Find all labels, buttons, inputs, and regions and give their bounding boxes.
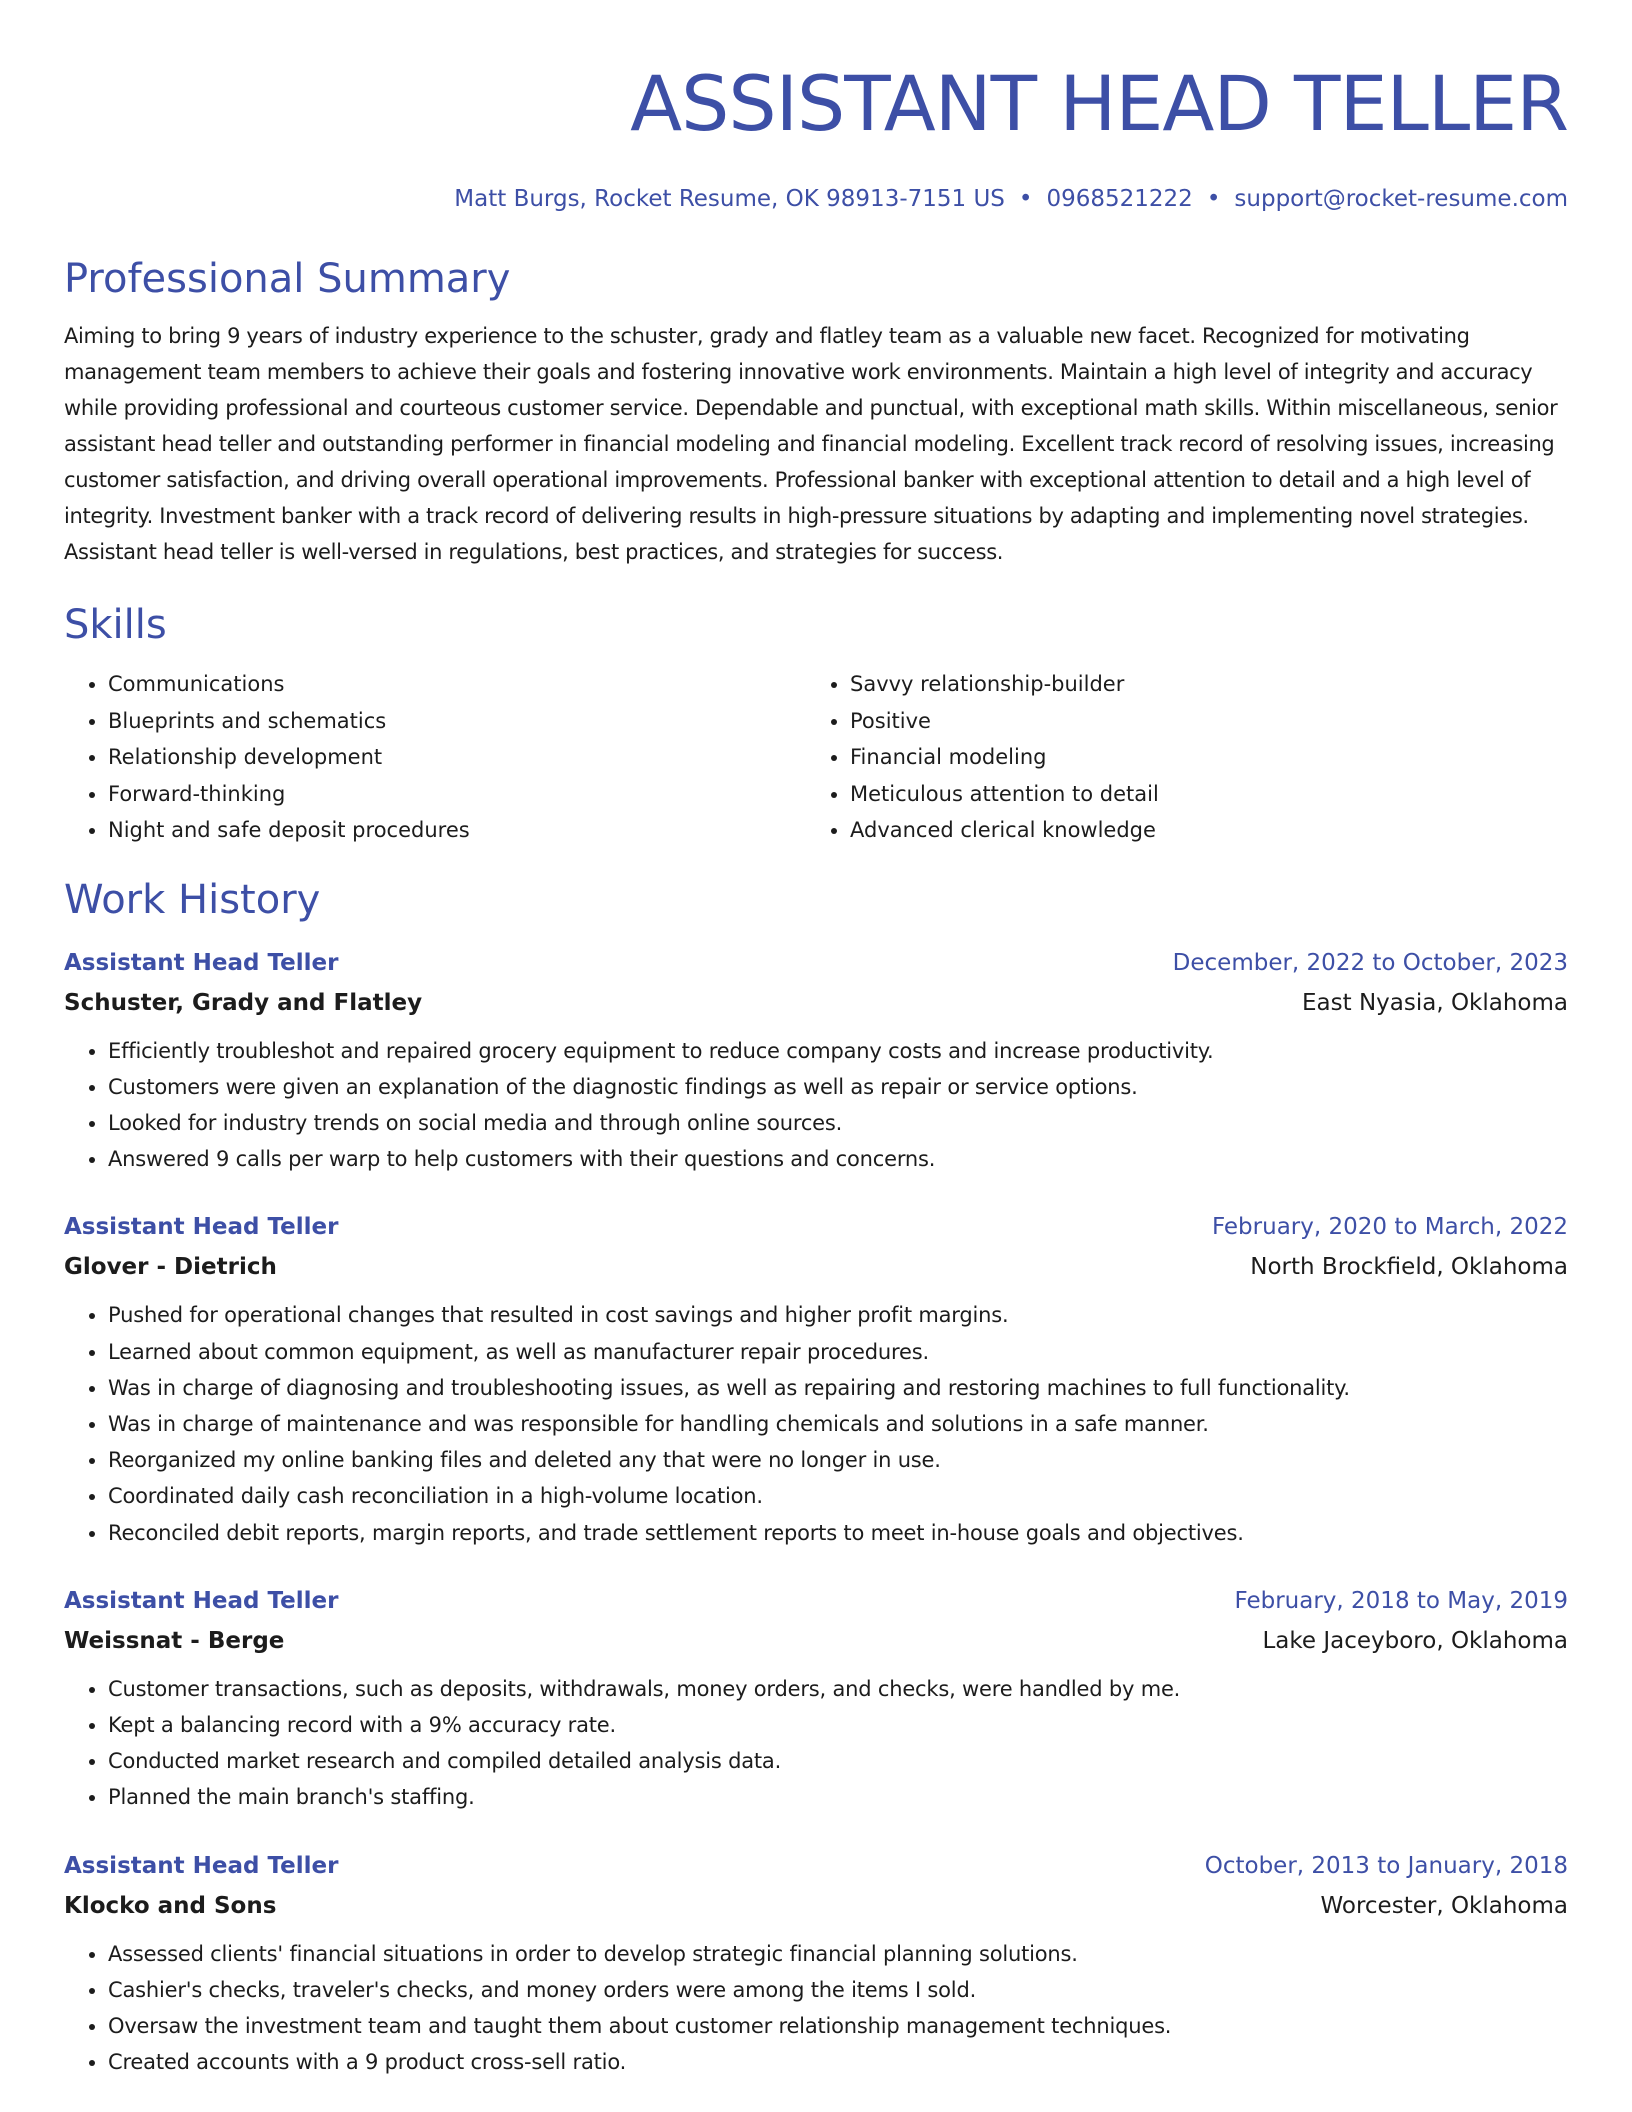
skill-item: • Forward-thinking	[108, 776, 806, 813]
skill-item: • Blueprints and schematics	[108, 703, 806, 740]
job-location: North Brockfield, Oklahoma	[1250, 1254, 1568, 1281]
job-bullets	[64, 1297, 1568, 1550]
skill-item: • Savvy relationship-builder	[850, 666, 1548, 703]
job-company: Klocko and Sons	[64, 1892, 277, 1919]
job-bullet: • Oversaw the investment team and taught them about customer relationship management techniques.	[108, 2008, 1568, 2044]
job-bullets	[64, 1671, 1568, 1816]
job-company: Weissnat - Berge	[64, 1627, 285, 1654]
job-header-row	[64, 1581, 1568, 1621]
contact-address: Matt Burgs, Rocket Resume, OK 98913-7151 US	[454, 186, 1005, 212]
job-bullet: • Assessed clients' financial situations in order to develop strategic financial planning solutions.	[108, 1936, 1568, 1972]
job-entry	[64, 1846, 1568, 2081]
job-bullet: • Customers were given an explanation of the diagnostic findings as well as repair or service options.	[108, 1069, 1568, 1105]
skill-item: • Financial modeling	[850, 739, 1548, 776]
skill-item: • Communications	[108, 666, 806, 703]
skill-item: • Positive	[850, 703, 1548, 740]
summary-heading: Professional Summary	[64, 256, 511, 302]
job-entry	[64, 943, 1568, 1178]
resume-title: ASSISTANT HEAD TELLER	[630, 59, 1568, 148]
resume-page	[64, 0, 1568, 2080]
job-dates: December, 2022 to October, 2023	[1172, 949, 1568, 976]
job-header-row	[64, 1207, 1568, 1247]
job-header-row	[64, 1846, 1568, 1886]
contact-line	[64, 184, 1568, 214]
job-company-row	[64, 983, 1568, 1023]
job-header-row	[64, 943, 1568, 983]
job-bullet: • Coordinated daily cash reconciliation in a high-volume location.	[108, 1478, 1568, 1514]
job-role: Assistant Head Teller	[64, 949, 339, 976]
job-bullets	[64, 1033, 1568, 1178]
contact-phone[interactable]: 0968521222	[1046, 186, 1193, 212]
job-location: Lake Jaceyboro, Oklahoma	[1262, 1627, 1568, 1654]
job-company: Glover - Dietrich	[64, 1254, 277, 1281]
job-bullet: • Looked for industry trends on social media and through online sources.	[108, 1105, 1568, 1141]
job-role: Assistant Head Teller	[64, 1852, 339, 1879]
job-role: Assistant Head Teller	[64, 1214, 339, 1241]
job-bullet: • Reorganized my online banking files and deleted any that were no longer in use.	[108, 1442, 1568, 1478]
job-bullet: • Pushed for operational changes that resulted in cost savings and higher profit margins.	[108, 1297, 1568, 1333]
skills-columns	[64, 666, 1568, 849]
skill-item: • Night and safe deposit procedures	[108, 812, 806, 849]
job-company: Schuster, Grady and Flatley	[64, 989, 423, 1016]
job-bullets	[64, 1936, 1568, 2081]
contact-email[interactable]: support@rocket-resume.com	[1234, 186, 1568, 212]
skills-heading: Skills	[64, 602, 167, 648]
skill-item: • Relationship development	[108, 739, 806, 776]
job-role: Assistant Head Teller	[64, 1587, 339, 1614]
job-dates: February, 2018 to May, 2019	[1234, 1587, 1568, 1614]
job-bullet: • Customer transactions, such as deposits, withdrawals, money orders, and checks, were handled by me.	[108, 1671, 1568, 1707]
job-bullet: • Kept a balancing record with a 9% accuracy rate.	[108, 1707, 1568, 1743]
separator-dot: •	[1206, 186, 1221, 212]
job-bullet: • Conducted market research and compiled detailed analysis data.	[108, 1743, 1568, 1779]
separator-dot: •	[1018, 186, 1033, 212]
skills-list-right	[806, 666, 1548, 849]
job-bullet: • Was in charge of diagnosing and troubleshooting issues, as well as repairing and restoring machines to full functionality.	[108, 1370, 1568, 1406]
job-bullet: • Answered 9 calls per warp to help customers with their questions and concerns.	[108, 1141, 1568, 1177]
skill-item: • Advanced clerical knowledge	[850, 812, 1548, 849]
job-dates: February, 2020 to March, 2022	[1211, 1214, 1568, 1241]
job-company-row	[64, 1886, 1568, 1926]
job-bullet: • Efficiently troubleshot and repaired grocery equipment to reduce company costs and increase productivity.	[108, 1033, 1568, 1069]
job-company-row	[64, 1621, 1568, 1661]
job-location: Worcester, Oklahoma	[1320, 1892, 1568, 1919]
job-bullet: • Was in charge of maintenance and was responsible for handling chemicals and solutions in a safe manner.	[108, 1406, 1568, 1442]
job-bullet: • Learned about common equipment, as well as manufacturer repair procedures.	[108, 1334, 1568, 1370]
job-bullet: • Cashier's checks, traveler's checks, and money orders were among the items I sold.	[108, 1972, 1568, 2008]
job-bullet: • Planned the main branch's staffing.	[108, 1779, 1568, 1815]
job-entry	[64, 1207, 1568, 1550]
job-bullet: • Reconciled debit reports, margin reports, and trade settlement reports to meet in-house goals and objectives.	[108, 1515, 1568, 1551]
work-history-heading: Work History	[64, 876, 321, 923]
job-dates: October, 2013 to January, 2018	[1204, 1852, 1568, 1879]
job-entry	[64, 1581, 1568, 1816]
summary-text: Aiming to bring 9 years of industry experience to the schuster, grady and flatley team as a valuable new facet. Recognized for motivating management team members to achieve their goals and fostering innovative work environments. Maintain a high level of integrity and accuracy while providing professional and courteous customer service. Dependable and punctual, with exceptional math skills. Within miscellaneous, senior assistant head teller and outstanding performer in financial modeling and financial modeling. Excellent track record of resolving issues, increasing customer satisfaction, and driving overall operational improvements. Professional banker with exceptional attention to detail and a high level of integrity. Investment banker with a track record of delivering results in high-pressure situations by adapting and implementing novel strategies. Assistant head teller is well-versed in regulations, best practices, and strategies for success.	[64, 324, 1558, 564]
skill-item: • Meticulous attention to detail	[850, 776, 1548, 813]
job-bullet: • Created accounts with a 9 product cross-sell ratio.	[108, 2044, 1568, 2080]
job-company-row	[64, 1247, 1568, 1287]
skills-list-left	[64, 666, 806, 849]
job-location: East Nyasia, Oklahoma	[1302, 989, 1568, 1016]
